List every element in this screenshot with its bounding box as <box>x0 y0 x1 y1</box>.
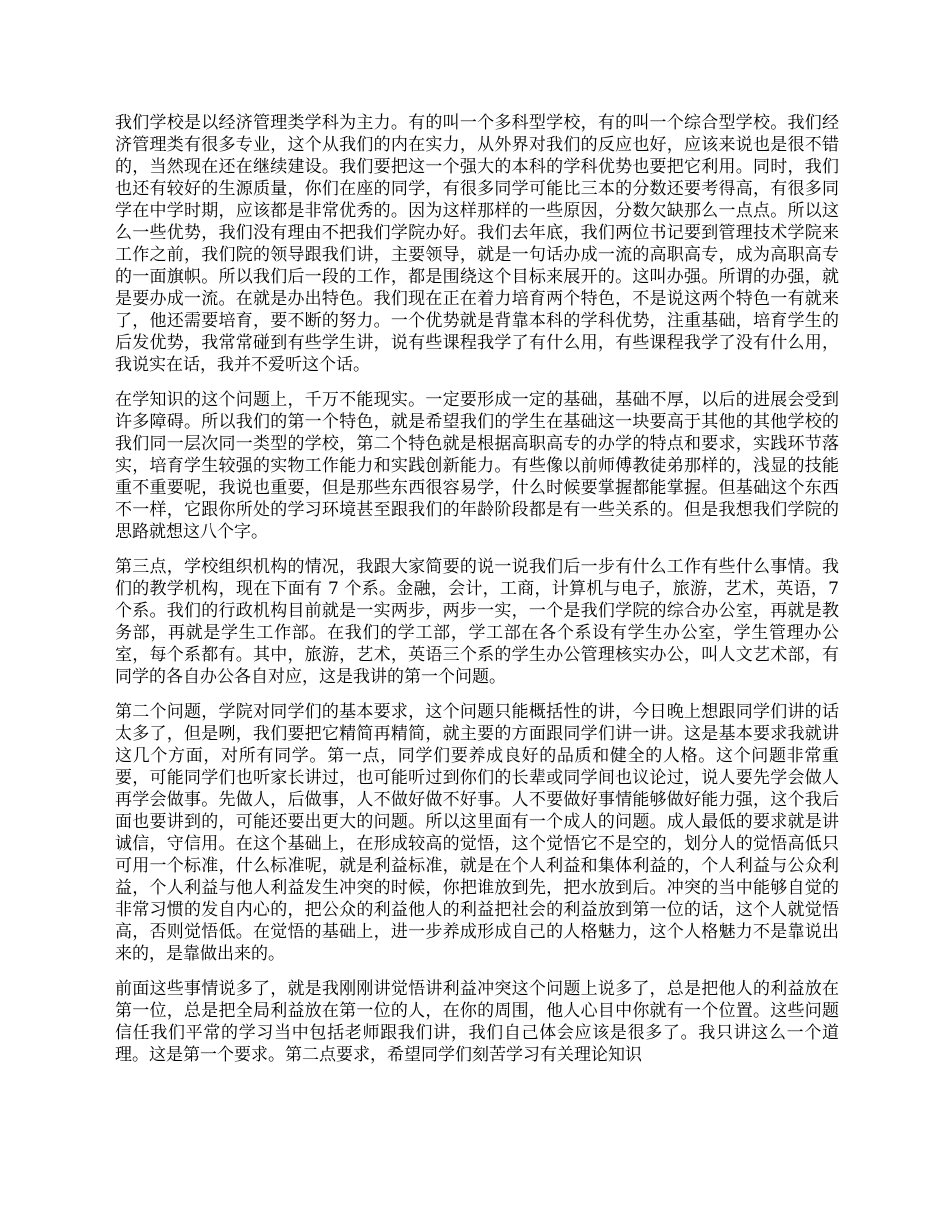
paragraph-1: 我们学校是以经济管理类学科为主力。有的叫一个多科型学校，有的叫一个综合型学校。我们经济管理类有很多专业，这个从我们的内在实力，从外界对我们的反应也好，应该来说也是很不错的，当然现在还在继续建设。我们要把这一个强大的本科的学科优势也要把它利用。同时，我们也还有较好的生源质量，你们在座的同学，有很多同学可能比三本的分数还要考得高，有很多同学在中学时期，应该都是非常优秀的。因为这样那样的一些原因，分数欠缺那么一点点。所以这么一些优势，我们没有理由不把我们学院办好。我们去年底，我们两位书记要到管理技术学院来工作之前，我们院的领导跟我们讲，主要领导，就是一句话办成一流的高职高专，成为高职高专的一面旗帜。所以我们后一段的工作，都是围绕这个目标来展开的。这叫办强。所谓的办强，就是要办成一流。在就是办出特色。我们现在正在着力培育两个特色，不是说这两个特色一有就来了，他还需要培育，要不断的努力。一个优势就是背靠本科的学科优势，注重基础，培育学生的后发优势，我常常碰到有些学生讲，说有些课程我学了有什么用，有些课程我学了没有什么用，我说实在话，我并不爱听这个话。 <box>115 113 839 375</box>
paragraph-4: 第二个问题，学院对同学们的基本要求，这个问题只能概括性的讲，今日晚上想跟同学们讲的话太多了，但是咧，我们要把它精简再精简，就主要的方面跟同学们讲一讲。这是基本要求我就讲这几个方面，对所有同学。第一点，同学们要养成良好的品质和健全的人格。这个问题非常重要，可能同学们也听家长讲过，也可能听过到你们的长辈或同学间也议论过，说人要先学会做人再学会做事。先做人，后做事，人不做好做不好事。人不要做好事情能够做好能力强，这个我后面也要讲到的，可能还要出更大的问题。所以这里面有一个成人的问题。成人最低的要求就是讲诚信，守信用。在这个基础上，在形成较高的觉悟，这个觉悟它不是空的，划分人的觉悟高低只可用一个标准，什么标准呢，就是利益标准，就是在个人利益和集体利益的，个人利益与公众利益，个人利益与他人利益发生冲突的时候，你把谁放到先，把水放到后。冲突的当中能够自觉的非常习惯的发自内心的，把公众的利益他人的利益把社会的利益放到第一位的话，这个人就觉悟高，否则觉悟低。在觉悟的基础上，进一步养成形成自己的人格魅力，这个人格魅力不是靠说出来的，是靠做出来的。 <box>115 702 839 964</box>
paragraph-2: 在学知识的这个问题上，千万不能现实。一定要形成一定的基础，基础不厚，以后的进展会受到许多障碍。所以我们的第一个特色，就是希望我们的学生在基础这一块要高于其他的其他学校的我们同一层次同一类型的学校，第二个特色就是根据高职高专的办学的特点和要求，实践环节落实，培育学生较强的实物工作能力和实践创新能力。有些像以前师傅教徒弟那样的，浅显的技能重不重要呢，我说也重要，但是那些东西很容易学，什么时候要掌握都能掌握。但基础这个东西不一样，它跟你所处的学习环境甚至跟我们的年龄阶段都是有一些关系的。但是我想我们学院的思路就想这八个字。 <box>115 390 839 542</box>
paragraph-3: 第三点，学校组织机构的情况，我跟大家简要的说一说我们后一步有什么工作有些什么事情。我们的教学机构，现在下面有 7 个系。金融，会计，工商，计算机与电子，旅游，艺术，英语，7 个系。我们的行政机构目前就是一实两步，两步一实，一个是我们学院的综合办公室，再就是教务部，再就是学生工作部。在我们的学工部，学工部在各个系设有学生办公室，学生管理办公室，每个系都有。其中，旅游，艺术，英语三个系的学生办公管理核实办公，叫人文艺术部，有同学的各自办公各自对应，这是我讲的第一个问题。 <box>115 557 839 687</box>
paragraph-5: 前面这些事情说多了，就是我刚刚讲觉悟讲利益冲突这个问题上说多了，总是把他人的利益放在第一位，总是把全局利益放在第一位的人，在你的周围，他人心目中你就有一个位置。这些问题信任我们平常的学习当中包括老师跟我们讲，我们自己体会应该是很多了。我只讲这么一个道理。这是第一个要求。第二点要求，希望同学们刻苦学习有关理论知识 <box>115 979 839 1065</box>
document-body <box>115 112 839 1079</box>
